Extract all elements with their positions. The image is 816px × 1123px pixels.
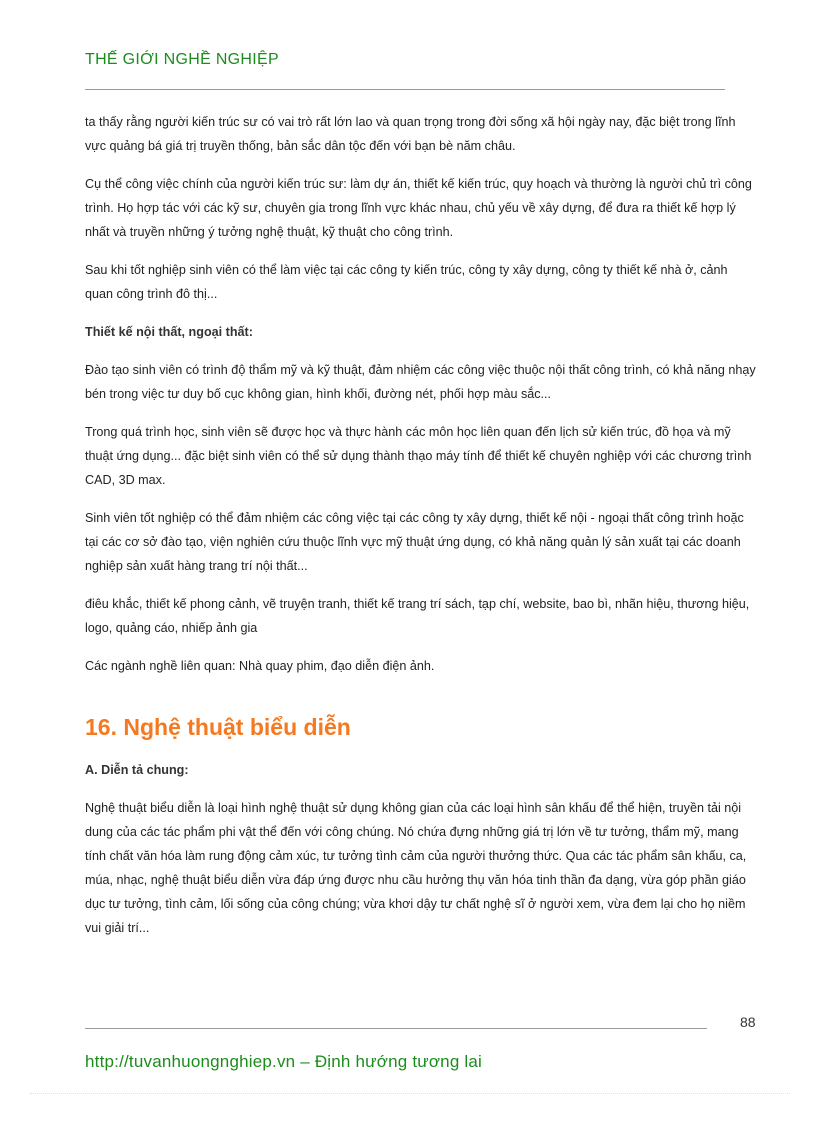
section-paragraph: Nghệ thuật biểu diễn là loại hình nghệ thuật sử dụng không gian của các loại hình sân khấu để thể hiện, truyền tải nội dung của các tác phẩm phi vật thể đến với công chúng. Nó chứa đựng những giá trị lớn về tư tưởng, thẩm mỹ, mang tính chất văn hóa làm rung động cảm xúc, tư tưởng tình cảm của người thưởng thức. Qua các tác phẩm sân khấu, ca, múa, nhạc, nghệ thuật biểu diễn vừa đáp ứng được nhu cầu hưởng thụ văn hóa tinh thần đa dạng, vừa góp phần giáo dục tư tưởng, tình cảm, lối sống của công chúng; vừa khơi dậy tư chất nghệ sĩ ở người xem, vừa đem lại cho họ niềm vui giải trí... xyxy=(85,801,747,935)
header-divider xyxy=(85,89,725,90)
paragraph-interior-training: Đào tạo sinh viên có trình độ thẩm mỹ và kỹ thuật, đảm nhiệm các công việc thuộc nội thất công trình, có khả năng nhạy bén trong việc tư duy bố cục không gian, hình khối, đường nét, phối hợp màu sắc... xyxy=(85,363,756,401)
footer-website-text: http://tuvanhuongnghiep.vn – Định hướng tương lai xyxy=(85,1052,483,1071)
paragraph-interior-career: Sinh viên tốt nghiệp có thể đảm nhiệm các công việc tại các công ty xây dựng, thiết kế nội - ngoại thất công trình hoặc tại các cơ sở đào tạo, viện nghiên cứu thuộc lĩnh vực mỹ thuật ứng dụng, có khả năng quản lý sản xuất tại các doanh nghiệp sản xuất hàng trang trí nội thất... xyxy=(85,511,744,573)
footer-divider xyxy=(85,1028,707,1029)
page-edge-divider xyxy=(30,1093,790,1094)
page-number: 88 xyxy=(740,1014,756,1030)
paragraph-related-fields: điêu khắc, thiết kế phong cảnh, vẽ truyện tranh, thiết kế trang trí sách, tạp chí, website, bao bì, nhãn hiệu, thương hiệu, logo, quảng cáo, nhiếp ảnh gia xyxy=(85,597,750,635)
section-subheading: A. Diễn tả chung: xyxy=(85,763,189,777)
paragraph-related-jobs: Các ngành nghề liên quan: Nhà quay phim, đạo diễn điện ảnh. xyxy=(85,659,435,673)
paragraph-interior-study: Trong quá trình học, sinh viên sẽ được học và thực hành các môn học liên quan đến lịch sử kiến trúc, đồ họa và mỹ thuật ứng dụng... đặc biệt sinh viên có thể sử dụng thành thạo máy tính để thiết kế chuyên nghiệp với các chương trình CAD, 3D max. xyxy=(85,425,752,487)
paragraph-architect-career: Sau khi tốt nghiệp sinh viên có thể làm việc tại các công ty kiến trúc, công ty xây dựng, công ty thiết kế nhà ở, cảnh quan công trình đô thị... xyxy=(85,263,728,301)
page-header-title: THẾ GIỚI NGHỀ NGHIỆP xyxy=(85,51,279,68)
section-title: 16. Nghệ thuật biểu diễn xyxy=(85,714,351,740)
page-content xyxy=(85,110,757,954)
paragraph-architect-work: Cụ thể công việc chính của người kiến trúc sư: làm dự án, thiết kế kiến trúc, quy hoạch và thường là người chủ trì công trình. Họ hợp tác với các kỹ sư, chuyên gia trong lĩnh vực khác nhau, chủ yếu về xây dựng, để đưa ra thiết kế hợp lý nhất và truyền những ý tưởng nghệ thuật, kỹ thuật cho công trình. xyxy=(85,177,752,239)
paragraph-architect-role: ta thấy rằng người kiến trúc sư có vai trò rất lớn lao và quan trọng trong đời sống xã hội ngày nay, đặc biệt trong lĩnh vực quảng bá giá trị truyền thống, bản sắc dân tộc đến với bạn bè năm châu. xyxy=(85,115,736,153)
subheading-interior-design: Thiết kế nội thất, ngoại thất: xyxy=(85,325,253,339)
